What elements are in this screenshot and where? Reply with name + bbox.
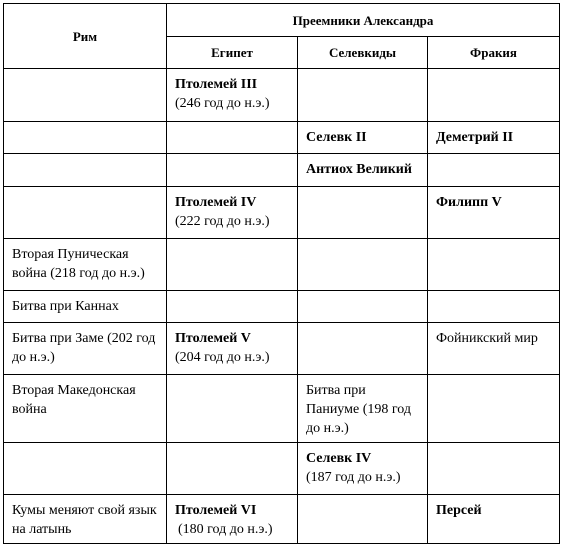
table-row	[4, 239, 560, 291]
cell-seleucids	[298, 122, 428, 154]
cell-text: (180 год до н.э.)	[178, 522, 273, 537]
cell-seleucids	[298, 154, 428, 187]
cell-text: Битва при Заме (202 год до н.э.)	[12, 331, 156, 365]
table-row	[4, 187, 560, 239]
cell-egypt	[167, 443, 298, 495]
cell-egypt	[167, 291, 298, 323]
ruler-name: Антиох Великий	[306, 162, 412, 177]
cell-thrace	[428, 443, 560, 495]
cell-egypt	[167, 239, 298, 291]
ruler-name: Деметрий II	[436, 130, 514, 145]
cell-rome	[4, 323, 167, 375]
cell-thrace	[428, 495, 560, 544]
table-row	[4, 69, 560, 122]
cell-thrace	[428, 239, 560, 291]
ruler-name: Селевк II	[306, 130, 367, 145]
cell-rome	[4, 291, 167, 323]
header-rome: Рим	[4, 4, 167, 69]
cell-text: Битва при Каннах	[12, 299, 119, 314]
header-seleucids: Селевкиды	[298, 37, 428, 69]
table-row	[4, 122, 560, 154]
table-row	[4, 375, 560, 443]
cell-egypt	[167, 69, 298, 122]
cell-text: Битва при Паниуме (198 год до н.э.)	[306, 383, 411, 436]
history-table	[3, 3, 560, 544]
header-thrace: Фракия	[428, 37, 560, 69]
cell-thrace	[428, 122, 560, 154]
cell-rome	[4, 187, 167, 239]
cell-text: (246 год до н.э.)	[175, 96, 270, 111]
cell-thrace	[428, 187, 560, 239]
ruler-name: Персей	[436, 503, 482, 518]
cell-text: (204 год до н.э.)	[175, 350, 270, 365]
cell-egypt	[167, 154, 298, 187]
table-row	[4, 154, 560, 187]
cell-egypt	[167, 375, 298, 443]
cell-thrace	[428, 375, 560, 443]
header-egypt: Египет	[167, 37, 298, 69]
ruler-name: Птолемей VI	[175, 503, 257, 518]
ruler-name: Птолемей III	[175, 77, 258, 92]
cell-rome	[4, 69, 167, 122]
header-successors: Преемники Александра	[167, 4, 560, 37]
ruler-name: Филипп V	[436, 195, 502, 210]
cell-thrace	[428, 323, 560, 375]
ruler-name: Птолемей V	[175, 331, 251, 346]
cell-seleucids	[298, 443, 428, 495]
cell-egypt	[167, 122, 298, 154]
ruler-name: Птолемей IV	[175, 195, 257, 210]
cell-seleucids	[298, 375, 428, 443]
cell-egypt	[167, 323, 298, 375]
cell-egypt	[167, 495, 298, 544]
cell-rome	[4, 239, 167, 291]
table-body	[4, 69, 560, 544]
cell-text: Фойникский мир	[436, 331, 538, 346]
cell-text: Кумы меняют свой язык на латынь	[12, 503, 157, 537]
table-row	[4, 443, 560, 495]
ruler-name: Селевк IV	[306, 451, 372, 466]
cell-thrace	[428, 291, 560, 323]
table-row	[4, 495, 560, 544]
cell-seleucids	[298, 291, 428, 323]
cell-text: (222 год до н.э.)	[175, 214, 270, 229]
cell-seleucids	[298, 69, 428, 122]
table-row	[4, 291, 560, 323]
cell-text: Вторая Македонская война	[12, 383, 136, 417]
cell-thrace	[428, 69, 560, 122]
cell-seleucids	[298, 187, 428, 239]
cell-text: (187 год до н.э.)	[306, 470, 401, 485]
cell-egypt	[167, 187, 298, 239]
cell-rome	[4, 443, 167, 495]
cell-rome	[4, 495, 167, 544]
cell-rome	[4, 375, 167, 443]
cell-seleucids	[298, 323, 428, 375]
cell-thrace	[428, 154, 560, 187]
table-row	[4, 323, 560, 375]
cell-rome	[4, 154, 167, 187]
cell-text: Вторая Пуническая война (218 год до н.э.)	[12, 247, 145, 281]
cell-rome	[4, 122, 167, 154]
cell-seleucids	[298, 495, 428, 544]
cell-seleucids	[298, 239, 428, 291]
